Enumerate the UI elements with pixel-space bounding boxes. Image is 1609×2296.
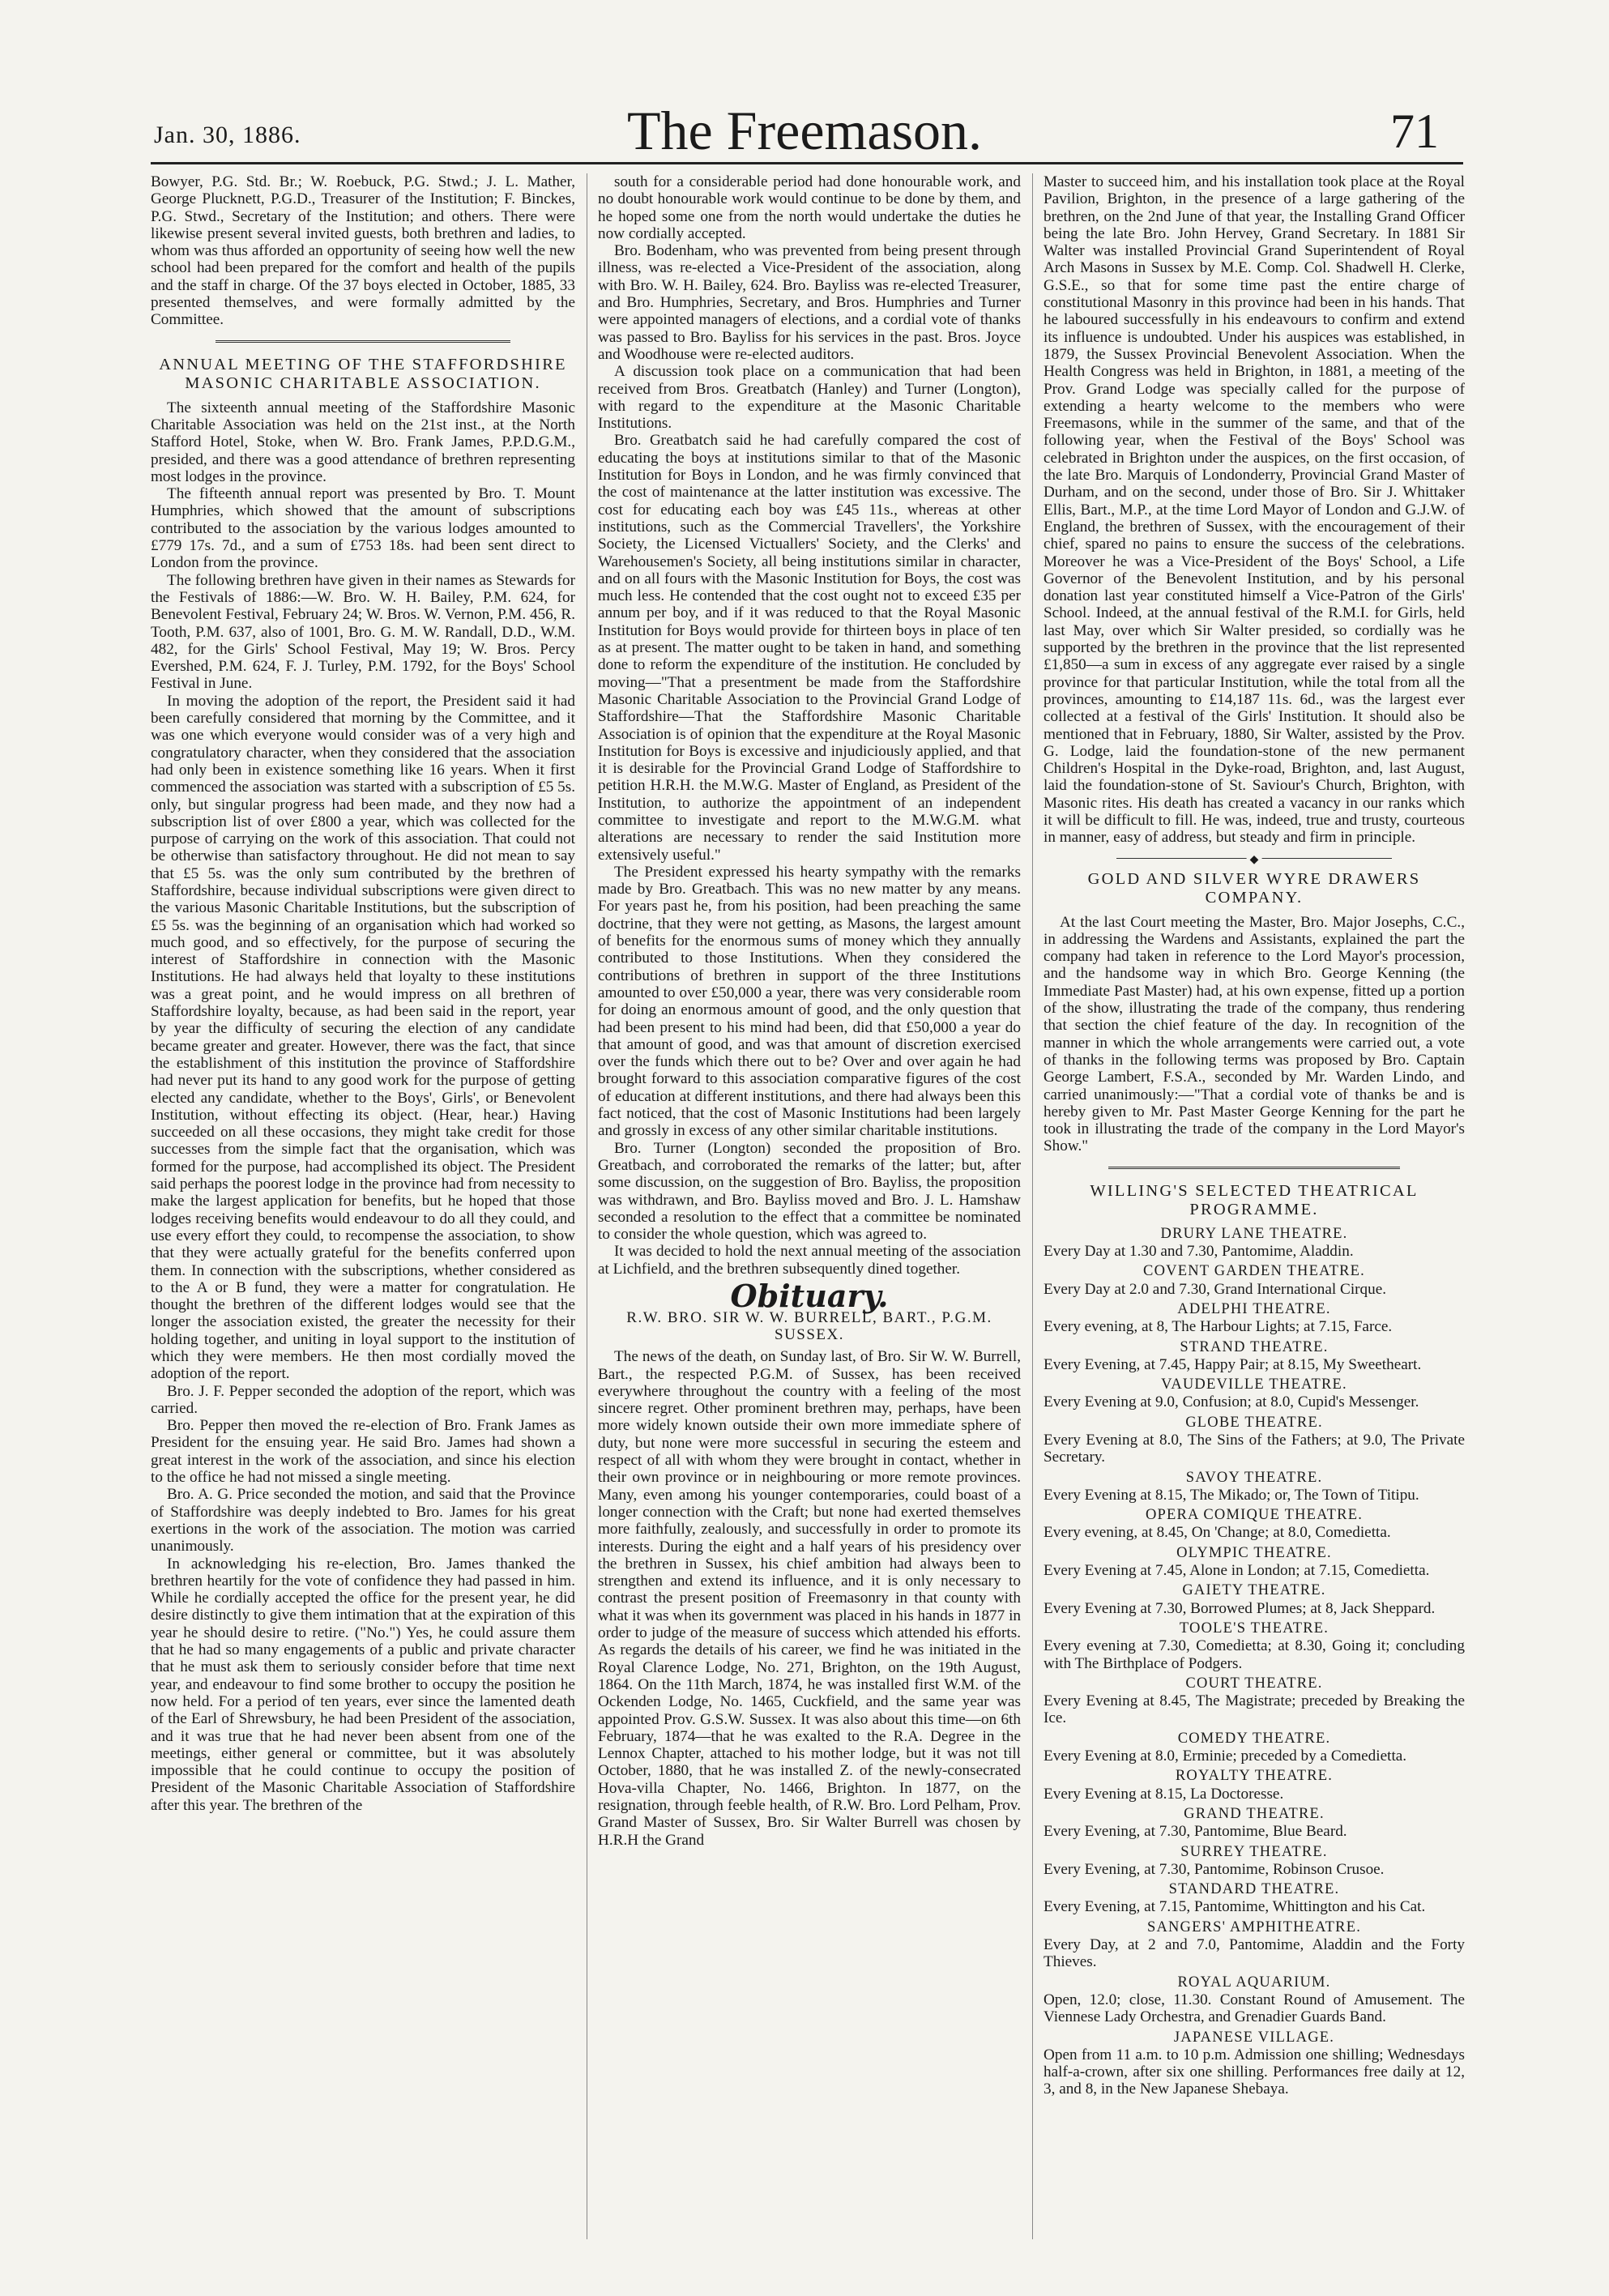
- section-rule: [1116, 853, 1392, 866]
- obituary-heading: R.W. BRO. SIR W. W. BURRELL, BART., P.G.M. SUSSEX.: [626, 1309, 992, 1344]
- theatre-name: STANDARD THEATRE.: [1168, 1881, 1340, 1898]
- masthead-rule: [151, 162, 1463, 164]
- theatre-name: ROYAL AQUARIUM.: [1177, 1974, 1331, 1991]
- theatre-listing: Every evening, at 8.45, On 'Change; at 8.0, Comedietta.: [1044, 1524, 1391, 1542]
- article-paragraph: Bro. Pepper then moved the re-election of Bro. Frank James as President for the ensuing year. He said Bro. James had shown a great interest in the work of the association, and since his election to the office he had not missed a single meeting.: [151, 1417, 575, 1487]
- theatre-listing: Every Day at 1.30 and 7.30, Pantomime, Aladdin.: [1044, 1243, 1354, 1261]
- theatre-name: COMEDY THEATRE.: [1177, 1730, 1331, 1747]
- theatre-name: COURT THEATRE.: [1185, 1675, 1323, 1692]
- article-paragraph: The following brethren have given in their names as Stewards for the Festivals of 1886:—W. Bro. W. H. Bailey, P.M. 624, for Benevolent Festival, February 24; W. Bros. W. Vernon, P.M. 456, R. Tooth, P.M. 637, also of 1001, Bro. G. M. W. Randall, D.D., W.M. 482, for the Girls' School Festival, May 19; W. Bros. Percy Evershed, P.M. 624, F. J. Turley, P.M. 1792, for the Boys' School Festival in June.: [151, 571, 575, 693]
- article-paragraph: Bro. J. F. Pepper seconded the adoption of the report, which was carried.: [151, 1382, 575, 1417]
- article-paragraph: In acknowledging his re-election, Bro. James thanked the brethren heartily for the vote of confidence they had passed in him. While he cordially accepted the office for the present year, he did desire distinctly to give them intimation that at the expiration of this year he should desire to retire. ("No.") Yes, he could assure them that he had so many engagements of a public and private character that he must ask them to seriously consider before that time next year, and endeavour to find some brother to occupy the position he now held. For a period of ten years, ever since the lamented death of the Earl of Shrewsbury, he had been President of the association, and it was true that he had never been absent from one of the meetings, either general or committee, but it was absolutely impossible that he could continue to occupy the position of President of the Masonic Charitable Association of Staffordshire after this year. The brethren of the: [151, 1555, 575, 1814]
- theatre-listing: Every Evening at 8.45, The Magistrate; preceded by Breaking the Ice.: [1044, 1692, 1465, 1727]
- article-body: [151, 399, 575, 1814]
- theatre-listing: Every Evening at 8.0, The Sins of the Fathers; at 9.0, The Private Secretary.: [1044, 1432, 1465, 1466]
- theatre-heading: WILLING'S SELECTED THEATRICAL PROGRAMME.: [1090, 1181, 1419, 1218]
- theatre-listing: Every Evening, at 7.15, Pantomime, Whittington and his Cat.: [1044, 1898, 1426, 1916]
- theatre-listing: Open, 12.0; close, 11.30. Constant Round of Amusement. The Viennese Lady Orchestra, and Grenadier Guards Band.: [1044, 1991, 1465, 2026]
- page-number: 71: [1390, 105, 1439, 158]
- theatre-listing: Every Evening at 8.15, The Mikado; or, The Town of Titipu.: [1044, 1486, 1419, 1504]
- theatre-listing: Every Evening at 7.45, Alone in London; at 7.15, Comedietta.: [1044, 1562, 1430, 1580]
- article-paragraph: south for a considerable period had done honourable work, and no doubt honourable work would continue to be done by them, and he hoped some one from the north would undertake the duties he now cordially accepted.: [598, 173, 1021, 242]
- section-rule: [1108, 1167, 1400, 1171]
- article-body: [598, 173, 1021, 1278]
- theatre-name: OPERA COMIQUE THEATRE.: [1145, 1507, 1364, 1524]
- article-paragraph: A discussion took place on a communication that had been received from Bros. Greatbatch (Hanley) and Turner (Longton), with regard to the expenditure at the Masonic Charitable Institutions.: [598, 363, 1021, 433]
- theatre-name: GAIETY THEATRE.: [1182, 1582, 1326, 1599]
- article-text: Master to succeed him, and his installation took place at the Royal Pavilion, Brighton, in the presence of a large gathering of the brethren, on the 2nd June of that year, the Installing Grand Officer being the late Bro. John Hervey, Grand Secretary. In 1881 Sir Walter was installed Provincial Grand Superintendent of Royal Arch Masons in Sussex by M.E. Comp. Col. Shadwell H. Clerke, G.S.E., so that for some time past the entire charge of constitutional Masonry in this province had been in his hands. That he laboured successfully in his endeavours to confirm and extend its influence is undoubted. Under his auspices was established, in 1879, the Sussex Provincial Benevolent Association. When the Health Congress was held in Brighton, in 1881, a meeting of the Prov. Grand Lodge was specially called for the purpose of extending a hearty welcome to the members who were Freemasons, while in the summer of the same, and that of the following year, when the Festival of the Boys' School was celebrated in Brighton under the auspices, on the first occasion, of the late Bro. Marquis of Londonderry, Provincial Grand Master of Durham, and on the second, under those of Bro. Sir J. Whittaker Ellis, Bart., M.P., at the time Lord Mayor of London and G.J.W. of England, the brethren of Sussex, with the encouragement of their chief, spared no pains to ensure the success of the celebrations. Moreover he was a Vice-President of the Boys' School, a Life Governor of the Benevolent Institution, and by his personal donation last year constituted himself a Vice-Patron of the Girls' School. Indeed, at the annual festival of the R.M.I. for Girls, held last May, over which Sir Walter presided, so cordially was he supported by the brethren in the province that the list represented £1,850—a sum in excess of any aggregate ever raised by a single province for that particular Institution, while the total from all the provinces, amounting to £14,187 11s. 6d., was the largest ever collected at a festival of the Girls' Institution. It should also be mentioned that in February, 1880, Sir Walter, assisted by the Prov. G. Lodge, laid the foundation-stone of the new permanent Children's Hospital in the Dyke-road, Brighton, and, last August, laid the foundation-stone of St. Saviour's Church, Brighton, with Masonic rites. His death has created a vacancy in our ranks which it will be difficult to fill. He was, indeed, true and trusty, courteous in manner, easy of address, but steady and firm in principle.: [1044, 173, 1465, 847]
- article-paragraph: Bro. Bodenham, who was prevented from being present through illness, was re-elected a Vice-President of the association, along with Bro. W. H. Bailey, 624. Bro. Bayliss was re-elected Treasurer, and Bro. Humphries, Secretary, and Bros. Humphries and Turner were appointed managers of elections, and a cordial vote of thanks was passed to Bro. Bayliss for his services in the past. Bros. Joyce and Woodhouse were re-elected auditors.: [598, 242, 1021, 363]
- theatre-listing: Every Evening, at 7.45, Happy Pair; at 8.15, My Sweetheart.: [1044, 1355, 1422, 1373]
- article-paragraph: In moving the adoption of the report, the President said it had been carefully considered that morning by the Committee, and it was one which everyone would consider was of a very high and congratulatory character, when they considered that the association had only been in existence something like 16 years. When it first commenced the association was started with a subscription of £5 5s. only, but singular progress had been made, and they now had a subscription list of over £800 a year, which was collected for the purpose of carrying on the work of this association. That could not be otherwise than satisfactory throughout. He did not mean to say that £5 5s. was the only sum contributed by the brethren of Staffordshire, because individual subscriptions were given direct to the various Masonic Charitable Institutions, but the subscription of £5 5s. was the beginning of an organisation which had worked so much good, and so effectively, for the purpose of securing the interest of Staffordshire in connection with the Masonic Institutions. He had always held that loyalty to these institutions was a great point, and he would impress on all brethren of Staffordshire loyalty, because, as had been said in the report, year by year the difficulty of securing the election of any candidate became greater and greater. However, there was the fact, that since the establishment of this institution the province of Staffordshire had never put its hand to any good work for the purpose of getting elected any candidate, whether to the Boys', Girls', or Benevolent Institution, without effecting its object. (Hear, hear.) Having succeeded on all these occasions, they might take credit for those successes from the simple fact that the organisation, which was formed for the purpose, had accomplished its object. The President said perhaps the poorest lodge in the province had from necessity to make the largest application for benefits, but he hoped that those lodges receiving benefits would endeavour to do all they could, and use every effort they could, to recompense the association, to show that they were actually grateful for the benefits conferred upon them. In connection with the subscriptions, whether considered as to the A or B fund, they were a matter for congratulation. He thought the brethren of the different lodges would see that the longer the association existed, the greater the necessity for their holding together, and uniting in loyal support to the institution of which they were members. He then most cordially moved the adoption of the report.: [151, 692, 575, 1383]
- theatre-name: TOOLE'S THEATRE.: [1179, 1620, 1329, 1637]
- article-heading: GOLD AND SILVER WYRE DRAWERS COMPANY.: [1087, 869, 1421, 907]
- theatre-listing: Every Evening, at 7.30, Pantomime, Robinson Crusoe.: [1044, 1860, 1385, 1878]
- section-rule: [216, 340, 510, 344]
- article-paragraph: Bro. A. G. Price seconded the motion, and said that the Province of Staffordshire was deeply indebted to Bro. James for his great exertions in the work of the association. The motion was carried unanimously.: [151, 1486, 575, 1556]
- masthead-title: The Freemason.: [626, 100, 983, 161]
- obituary-title: Obituary.: [730, 1278, 889, 1314]
- article-paragraph: The fifteenth annual report was presented by Bro. T. Mount Humphries, which showed that the amount of subscriptions contributed to the association by the various lodges amounted to £779 17s. 7d., and a sum of £753 18s. had been sent direct to London from the province.: [151, 485, 575, 572]
- theatre-listing: Every Evening at 9.0, Confusion; at 8.0, Cupid's Messenger.: [1044, 1393, 1419, 1411]
- theatre-name: SURREY THEATRE.: [1180, 1843, 1328, 1860]
- theatre-listing: Open from 11 a.m. to 10 p.m. Admission one shilling; Wednesdays half-a-crown, after six one shilling. Performances free daily at 12, 3, and 8, in the New Japanese Shebaya.: [1044, 2046, 1465, 2098]
- theatre-listing: Every Day, at 2 and 7.0, Pantomime, Aladdin and the Forty Thieves.: [1044, 1936, 1465, 1971]
- theatre-name: STRAND THEATRE.: [1180, 1338, 1329, 1355]
- theatre-name: SAVOY THEATRE.: [1185, 1469, 1323, 1486]
- theatre-listing: Every evening, at 8, The Harbour Lights; at 7.15, Farce.: [1044, 1318, 1393, 1336]
- theatre-listing: Every Evening at 8.0, Erminie; preceded by a Comedietta.: [1044, 1748, 1407, 1765]
- theatre-name: ADELPHI THEATRE.: [1177, 1300, 1331, 1317]
- theatre-name: OLYMPIC THEATRE.: [1176, 1544, 1332, 1561]
- article-heading: ANNUAL MEETING OF THE STAFFORDSHIRE MASONIC CHARITABLE ASSOCIATION.: [159, 355, 567, 392]
- theatre-name: JAPANESE VILLAGE.: [1173, 2029, 1335, 2046]
- column-divider: [1032, 173, 1033, 2239]
- theatre-name: GLOBE THEATRE.: [1185, 1414, 1323, 1431]
- theatre-listing: Every Day at 2.0 and 7.30, Grand International Cirque.: [1044, 1280, 1387, 1298]
- theatre-listing: Every Evening at 7.30, Borrowed Plumes; at 8, Jack Sheppard.: [1044, 1599, 1436, 1617]
- article-text: Bowyer, P.G. Std. Br.; W. Roebuck, P.G. Stwd.; J. L. Mather, George Plucknett, P.G.D., Treasurer of the Institution; F. Binckes, P.G. Stwd., Secretary of the Institution; and others. There were likewise present several invited guests, both brethren and ladies, to whom was thus afforded an opportunity of seeing how well the new school had been prepared for the comfort and health of the pupils and the staff in charge. Of the 37 boys elected in October, 1885, 33 presented themselves, and were formally admitted by the Committee.: [151, 173, 575, 329]
- obituary-text: The news of the death, on Sunday last, of Bro. Sir W. W. Burrell, Bart., the respected P.G.M. of Sussex, has been received everywhere throughout the country with a feeling of the most sincere regret. Other prominent brethren may, perhaps, have been more widely known outside their own more immediate sphere of duty, but none were more successful in securing the esteem and respect of all with whom they were brought in contact, whether in their own province or in neighbouring or more remote provinces. Many, even among his younger contemporaries, could boast of a longer connection with the Craft; but none had exerted themselves more faithfully, zealously, and successfully in order to promote its interests. During the eight and a half years of his presidency over the brethren in Sussex, his chief ambition had always been to strengthen and extend its influence, and it is only necessary to contrast the present position of Freemasonry in that county with what it was when its government was placed in his hands in 1877 in order to judge of the measure of success which attended his efforts. As regards the details of his career, we find he was initiated in the Royal Clarence Lodge, No. 271, Brighton, on the 19th August, 1864. On the 11th March, 1874, he was installed first W.M. of the Ockenden Lodge, No. 1465, Cuckfield, and the same year was appointed Prov. G.S.W. Sussex. It was also about this time—on 6th February, 1874—that he was exalted to the R.A. Degree in the Lennox Chapter, attached to his mother lodge, but it was not till October, 1880, that he was installed Z. of the newly-consecrated Hova-villa Chapter, No. 1466, Brighton. In 1877, on the resignation, through feeble health, of R.W. Bro. Lord Pelham, Prov. Grand Master of Sussex, Bro. Sir Walter Burrell was chosen by H.R.H the Grand: [598, 1348, 1021, 1849]
- theatre-name: ROYALTY THEATRE.: [1175, 1768, 1334, 1785]
- article-paragraph: The President expressed his hearty sympathy with the remarks made by Bro. Greatbach. This was no new matter by any means. For years past he, from his position, had been preaching the same doctrine, that they were not getting, as Masons, the largest amount of benefits for the enormous sums of money which they annually contributed to those Institutions. When they considered the contributions of brethren in support of the three Institutions amounted to over £50,000 a year, there was very considerable room for doing an enormous amount of good, and the only question that had been present to his mind had been, did that £50,000 a year do that amount of good, and was that amount of discretion exercised over the funds which there out to be? Over and over again he had brought forward to this association comparative figures of the cost of education at different institutions, and there had always been this fact noticed, that the cost of Masonic Institutions had been largely and grossly in excess of any other similar charitable institutions.: [598, 863, 1021, 1140]
- theatre-list: [1044, 1226, 1465, 2098]
- article-paragraph: Bro. Turner (Longton) seconded the proposition of Bro. Greatbach, and corroborated the remarks of the latter; but, after some discussion, on the suggestion of Bro. Bayliss, the proposition was withdrawn, and Bro. Bayliss moved and Bro. J. L. Hamshaw seconded a resolution to the effect that a committee be nominated to consider the whole question, which was agreed to.: [598, 1139, 1021, 1244]
- column-1: [151, 173, 575, 2247]
- theatre-name: VAUDEVILLE THEATRE.: [1161, 1376, 1347, 1393]
- article-paragraph: It was decided to hold the next annual meeting of the association at Lichfield, and the brethren subsequently dined together.: [598, 1243, 1021, 1278]
- theatre-listing: Every Evening, at 7.30, Pantomime, Blue Beard.: [1044, 1823, 1347, 1841]
- theatre-name: SANGERS' AMPHITHEATRE.: [1146, 1918, 1362, 1935]
- column-3: [1044, 173, 1465, 2247]
- article-paragraph: The sixteenth annual meeting of the Staffordshire Masonic Charitable Association was held on the 21st inst., at the North Stafford Hotel, Stoke, when W. Bro. Frank James, P.P.D.G.M., presided, and there was a good attendance of brethren representing most lodges in the province.: [151, 399, 575, 485]
- theatre-listing: Every evening at 7.30, Comedietta; at 8.30, Going it; concluding with The Birthplace of Podgers.: [1044, 1637, 1465, 1672]
- article-text: At the last Court meeting the Master, Bro. Major Josephs, C.C., in addressing the Wardens and Assistants, explained the part the company had taken in reference to the Lord Mayor's procession, and the handsome way in which Bro. George Kenning (the Immediate Past Master) had, at his own expense, fitted up a portion of the show, illustrating the trade of the company, thus rendering that section the chief feature of the day. In recognition of the manner in which the whole arrangements were carried out, a vote of thanks in the following terms was proposed by Bro. Captain George Lambert, F.S.A., seconded by Mr. Warden Lindo, and carried unanimously:—"That a cordial vote of thanks be and is hereby given to Mr. Past Master George Kenning for the part he took in illustrating the trade of the company in the Lord Mayor's Show.": [1044, 913, 1465, 1155]
- diamond-ornament-icon: ◆: [1247, 851, 1262, 868]
- column-2: [598, 173, 1021, 2247]
- theatre-name: GRAND THEATRE.: [1184, 1805, 1325, 1822]
- article-paragraph: Bro. Greatbatch said he had carefully compared the cost of educating the boys at institutions similar to that of the Masonic Institution for Boys in London, and he was firmly convinced that the cost of maintenance at the latter institution was excessive. The cost for educating each boy was £45 11s., whereas at other institutions, such as the Commercial Travellers', the Yorkshire Society, the Licensed Victuallers' Society, and the Clerks' and Warehousemen's Society, all being institutions similar in character, and on all fours with the Masonic Institution for Boys, the cost was much less. He contended that the cost ought not to exceed £35 per annum per boy, and if it was reduced to that the Royal Masonic Institution for Boys would provide for thirteen boys in place of ten as at present. The matter ought to be taken in hand, and something done to reform the expenditure of the institution. He concluded by moving—"That a presentment be made from the Staffordshire Masonic Charitable Association to the Provincial Grand Lodge of Staffordshire—That the Staffordshire Masonic Charitable Association is of opinion that the expenditure at the Royal Masonic Institution for Boys is excessive and injudiciously applied, and that it is desirable for the Provincial Grand Lodge of Staffordshire to petition H.R.H. the M.W.G. Master of England, as President of the Institution, to authorize the appointment of an independent committee to investigate and report to the M.W.G.M. what alterations are necessary to render the said Institution more extensively useful.": [598, 432, 1021, 864]
- theatre-name: COVENT GARDEN THEATRE.: [1143, 1263, 1365, 1280]
- theatre-listing: Every Evening at 8.15, La Doctoresse.: [1044, 1785, 1284, 1803]
- theatre-name: DRURY LANE THEATRE.: [1160, 1225, 1348, 1242]
- issue-date: Jan. 30, 1886.: [154, 122, 301, 148]
